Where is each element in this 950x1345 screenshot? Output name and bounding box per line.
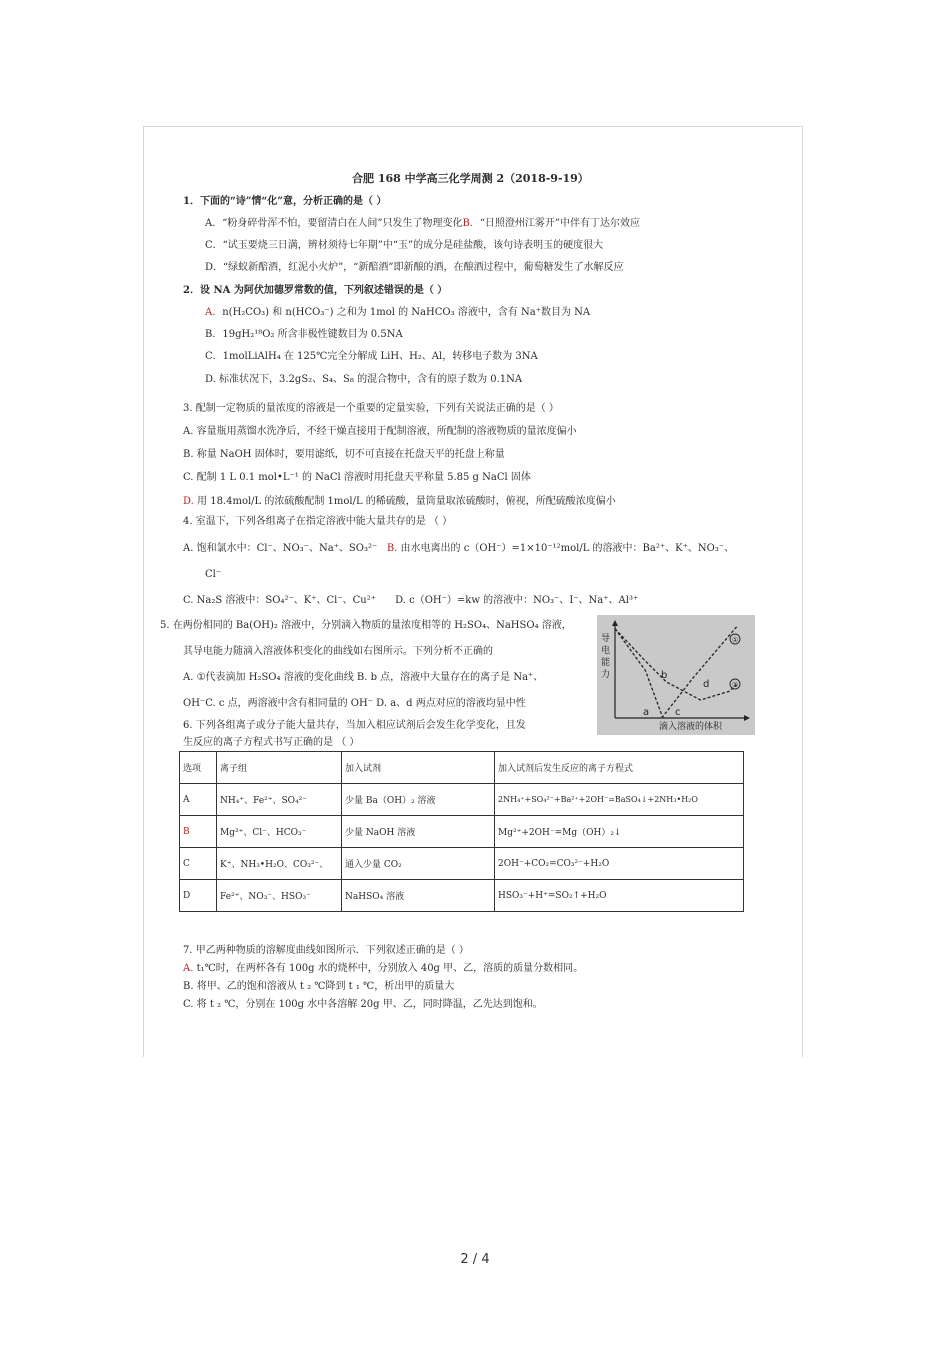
q3-stem: 3. 配制一定物质的量浓度的溶液是一个重要的定量实验，下列有关说法正确的是（ ） xyxy=(183,403,559,414)
conductivity-chart-svg xyxy=(597,615,755,735)
table-cell: HSO₃⁻+H⁺=SO₂↑+H₂O xyxy=(495,880,744,912)
point-b-label: b xyxy=(661,670,668,681)
table-cell: 少量 Ba（OH）₂ 溶液 xyxy=(342,784,495,816)
series-1-label: ① xyxy=(732,636,739,644)
q2-option-d: D. 标准状况下，3.2gS₂、S₄、S₈ 的混合物中，含有的原子数为 0.1NA xyxy=(205,374,523,385)
q4-options-cd: C. Na₂S 溶液中：SO₄²⁻、K⁺、Cl⁻、Cu²⁺ D. c（OH⁻）=kw 的溶液中：NO₃⁻、I⁻、Na⁺、Al³⁺ xyxy=(183,595,639,606)
q1-option-a: A．“粉身碎骨浑不怕，要留清白在人间”只发生了物理变化B．“日照澄州江雾开”中伴有丁达尔效应 xyxy=(205,218,641,229)
q2-option-b: B．19gH₂¹⁸O₂ 所含非极性键数目为 0.5NA xyxy=(205,329,403,340)
q4-option-b-cont: Cl⁻ xyxy=(205,569,222,580)
table-cell: NaHSO₄ 溶液 xyxy=(342,880,495,912)
q6-stem-2: 生反应的离子方程式书写正确的是 （ ） xyxy=(183,737,360,748)
table-cell: K⁺、NH₃•H₂O、CO₃²⁻、 xyxy=(217,848,342,880)
q5-options-1: A. ①代表滴加 H₂SO₄ 溶液的变化曲线 B. b 点，溶液中大量存在的离子是 Na⁺、 xyxy=(183,672,544,683)
q1-option-d: D．“绿蚁新醅酒，红泥小火炉”，“新醅酒”即新酿的酒，在酿酒过程中，葡萄糖发生了水解反应 xyxy=(205,262,624,273)
q1-option-b-label: B． xyxy=(462,218,480,229)
q3-option-a: A. 容量瓶用蒸馏水洗净后，不经干燥直接用于配制溶液，所配制的溶液物质的量浓度偏小 xyxy=(183,426,577,437)
x-axis-arrow xyxy=(744,715,750,721)
ion-table xyxy=(179,751,744,912)
table-cell: 通入少量 CO₂ xyxy=(342,848,495,880)
y-axis-arrow xyxy=(612,620,618,626)
table-cell: 2OH⁻+CO₂=CO₃²⁻+H₂O xyxy=(495,848,744,880)
y-axis-label-4: 力 xyxy=(601,670,611,680)
point-c-label: c xyxy=(675,707,681,718)
q3-option-d: D. 用 18.4mol/L 的浓硫酸配制 1mol/L 的稀硫酸，量筒量取浓硫酸时，俯视，所配硫酸浓度偏小 xyxy=(183,496,616,507)
q1-option-c: C．“试玉要烧三日满，辨材须待七年期”中“玉”的成分是硅盐酸，该句诗表明玉的硬度很大 xyxy=(205,240,604,251)
q5-options-2: OH⁻C. c 点，两溶液中含有相同量的 OH⁻ D. a、d 两点对应的溶液均显中性 xyxy=(183,698,526,709)
point-d-label: d xyxy=(703,679,710,690)
table-cell: C xyxy=(180,848,217,880)
point-a-label: a xyxy=(643,707,650,718)
table-cell: 2NH₄⁺+SO₄²⁻+Ba²⁺+2OH⁻=BaSO₄↓+2NH₃•H₂O xyxy=(495,784,744,816)
q2-stem: 2．设 NA 为阿伏加德罗常数的值，下列叙述错误的是（ ） xyxy=(183,285,448,296)
x-axis-label: 滴入溶液的体积 xyxy=(659,722,723,732)
conductivity-chart xyxy=(597,615,755,735)
series-line-1 xyxy=(615,627,737,717)
table-row xyxy=(180,880,744,912)
table-header-cell: 加入试剂后发生反应的离子方程式 xyxy=(495,752,744,784)
y-axis-label-1: 导 xyxy=(601,634,611,644)
table-cell: Mg²⁺、Cl⁻、HCO₃⁻ xyxy=(217,816,342,848)
table-cell: A xyxy=(180,784,217,816)
q7-option-a: A. t₁℃时，在两杯各有 100g 水的烧杯中，分别放入 40g 甲、乙，溶质的质量分数相同。 xyxy=(183,963,584,974)
table-cell: B xyxy=(180,816,217,848)
q4-options-ab: A. 饱和氯水中：Cl⁻、NO₃⁻、Na⁺、SO₃²⁻ B. 由水电离出的 c（OH⁻）=1×10⁻¹²mol/L 的溶液中：Ba²⁺、K⁺、NO₃⁻、 xyxy=(183,543,735,554)
series-line-2 xyxy=(615,629,737,700)
q5-stem-1: 5. 在两份相同的 Ba(OH)₂ 溶液中，分别滴入物质的量浓度相等的 H₂SO₄、NaHSO₄ 溶液， xyxy=(160,620,572,631)
y-axis-label-2: 电 xyxy=(601,646,611,656)
table-cell: 少量 NaOH 溶液 xyxy=(342,816,495,848)
page-number: 2 / 4 xyxy=(460,1252,490,1267)
table-header-row xyxy=(180,752,744,784)
q2-option-c: C．1molLiAlH₄ 在 125℃完全分解成 LiH、H₂、Al，转移电子数为 3NA xyxy=(205,351,538,362)
q3-option-c: C. 配制 1 L 0.1 mol•L⁻¹ 的 NaCl 溶液时用托盘天平称量 5.85 g NaCl 固体 xyxy=(183,472,531,483)
table-cell: Mg²⁺+2OH⁻=Mg（OH）₂↓ xyxy=(495,816,744,848)
q1-stem: 1．下面的“诗”情“化”意，分析正确的是（ ） xyxy=(183,196,387,207)
table-cell: Fe²⁺、NO₃⁻、HSO₃⁻ xyxy=(217,880,342,912)
q7-stem: 7. 甲乙两种物质的溶解度曲线如图所示．下列叙述正确的是（ ） xyxy=(183,945,469,956)
table-cell: NH₄⁺、Fe²⁺、SO₄²⁻ xyxy=(217,784,342,816)
q4-stem: 4. 室温下，下列各组离子在指定溶液中能大量共存的是 （ ） xyxy=(183,516,453,527)
page-title: 合肥 168 中学高三化学周测 2（2018-9-19） xyxy=(352,172,589,185)
q2-option-a: A．n(H₂CO₃) 和 n(HCO₃⁻) 之和为 1mol 的 NaHCO₃ 溶液中，含有 Na⁺数目为 NA xyxy=(205,307,591,318)
series-2-label: ② xyxy=(732,681,739,689)
table-cell: D xyxy=(180,880,217,912)
table-row xyxy=(180,784,744,816)
table-header-cell: 选项 xyxy=(180,752,217,784)
q3-option-b: B. 称量 NaOH 固体时，要用滤纸，切不可直接在托盘天平的托盘上称量 xyxy=(183,449,505,460)
table-row xyxy=(180,816,744,848)
y-axis-label-3: 能 xyxy=(601,658,611,668)
q7-option-c: C. 将 t ₂ ℃，分别在 100g 水中各溶解 20g 甲、乙，同时降温，乙先达到饱和。 xyxy=(183,999,543,1010)
table-header-cell: 加入试剂 xyxy=(342,752,495,784)
table-header-cell: 离子组 xyxy=(217,752,342,784)
q5-stem-2: 其导电能力随滴入溶液体积变化的曲线如右图所示。下列分析不正确的 xyxy=(183,646,493,657)
table-row xyxy=(180,848,744,880)
q7-option-b: B. 将甲、乙的饱和溶液从 t ₂ ℃降到 t ₁ ℃，析出甲的质量大 xyxy=(183,981,455,992)
q6-stem-1: 6. 下列各组离子或分子能大量共存，当加入相应试剂后会发生化学变化，且发 xyxy=(183,720,526,731)
